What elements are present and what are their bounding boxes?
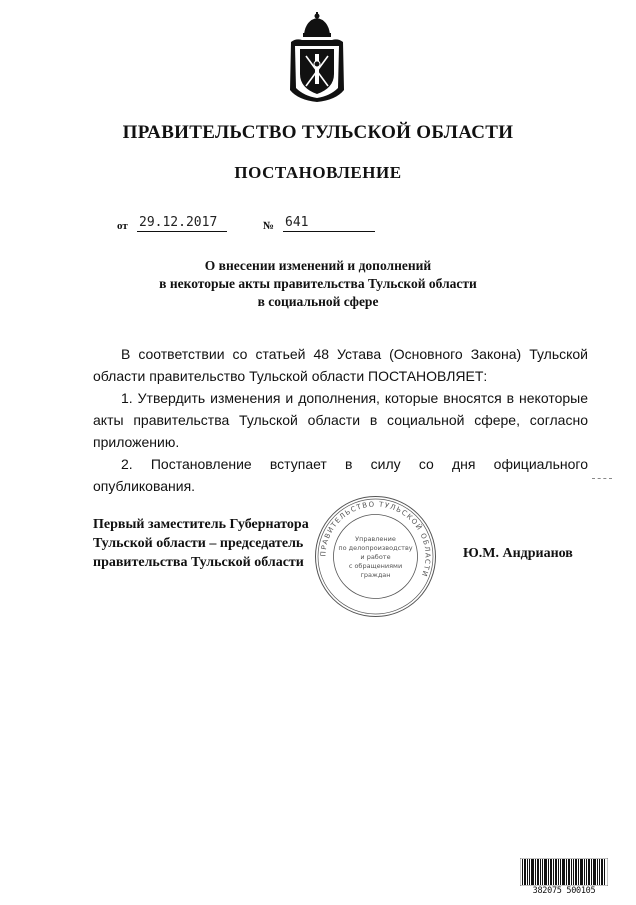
body-paragraph: 2. Постановление вступает в силу со дня официального опубликования.: [93, 456, 588, 494]
subject-line: О внесении изменений и дополнений: [204, 258, 432, 273]
position-line: Тульской области – председатель: [93, 536, 304, 551]
stamp-inner-line: Управление: [355, 535, 396, 543]
document-body: [93, 343, 588, 497]
number-value: 641: [283, 215, 375, 232]
stamp-inner-line: и работе: [360, 553, 391, 561]
stamp-inner-line: по делопроизводству: [338, 544, 413, 552]
organization-title: ПРАВИТЕЛЬСТВО ТУЛЬСКОЙ ОБЛАСТИ: [122, 122, 514, 143]
barcode: [520, 858, 608, 898]
coat-of-arms-emblem: [286, 12, 348, 104]
date-label: от: [117, 220, 128, 232]
document-type: ПОСТАНОВЛЕНИЕ: [234, 163, 402, 182]
signatory-name: Ю.М. Андрианов: [463, 546, 573, 561]
position-line: Первый заместитель Губернатора: [93, 517, 309, 532]
stamp-inner-line: граждан: [360, 571, 391, 579]
barcode-number: 382075 500105: [532, 886, 596, 896]
stamp-inner-line: с обращениями: [348, 562, 403, 570]
subject-line: в некоторые акты правительства Тульской области: [159, 276, 477, 291]
official-stamp: [313, 494, 438, 619]
margin-mark: [592, 478, 612, 481]
document-subject: [0, 257, 636, 311]
position-line: правительства Тульской области: [93, 555, 304, 570]
barcode-bars: [520, 858, 608, 886]
body-paragraph: В соответствии со статьей 48 Устава (Основного Закона) Тульской области правительство Тульской области ПОСТАНОВЛЯЕТ:: [93, 346, 588, 384]
body-paragraph: 1. Утвердить изменения и дополнения, которые вносятся в некоторые акты правительства Тульской области в социальной сфере, согласно приложению.: [93, 390, 588, 450]
registration-line: [117, 215, 397, 235]
signatory-position: [93, 515, 309, 572]
subject-line: в социальной сфере: [257, 294, 379, 309]
date-value: 29.12.2017: [137, 215, 227, 232]
number-label: №: [263, 220, 275, 232]
stamp-outer-text: ПРАВИТЕЛЬСТВО ТУЛЬСКОЙ ОБЛАСТИ: [319, 500, 432, 579]
